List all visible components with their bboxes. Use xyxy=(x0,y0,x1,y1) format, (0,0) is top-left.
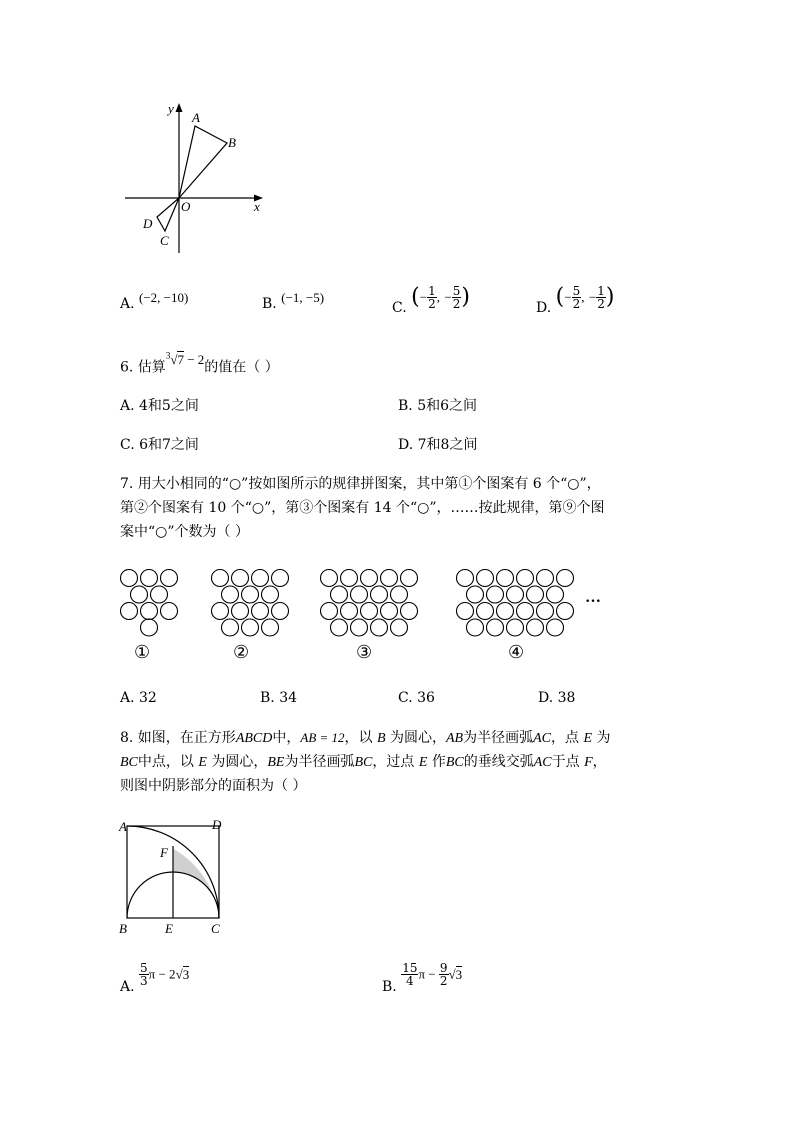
pattern-3-circle xyxy=(401,570,418,587)
q5-option-d: D. (− $\frac{5}{2}$ , − $\frac{1}{2}$ ) xyxy=(536,284,615,316)
pattern-4-circle xyxy=(547,586,564,603)
pattern-4-circle xyxy=(537,603,554,620)
pattern-3-circle xyxy=(381,603,398,620)
pattern-4-circle xyxy=(457,570,474,587)
pattern-1-circle xyxy=(141,619,158,636)
pattern-4-circle xyxy=(467,619,484,636)
pattern-label-3: ③ xyxy=(356,642,373,662)
pattern-2-circle xyxy=(212,570,229,587)
q7-stem-line3: 案中“○”个数为（ ） xyxy=(120,524,249,540)
pattern-2-circle xyxy=(232,570,249,587)
pattern-3-circle xyxy=(341,603,358,620)
pattern-2-circle xyxy=(232,603,249,620)
pattern-4-circle xyxy=(507,619,524,636)
triangle-oab xyxy=(179,126,227,198)
pattern-4-circle xyxy=(547,619,564,636)
pattern-3-circle xyxy=(321,570,338,587)
pattern-4-circle xyxy=(467,586,484,603)
pattern-3-circle xyxy=(361,603,378,620)
pattern-2-circle xyxy=(262,619,279,636)
pattern-4-circle xyxy=(487,586,504,603)
label-d: D xyxy=(143,216,153,231)
coordinate-figure xyxy=(120,95,280,255)
q5-option-c: C. (− $\frac{1}{2}$ , − $\frac{5}{2}$ ) xyxy=(392,284,470,316)
label-b: B xyxy=(228,135,236,150)
pattern-4-circle xyxy=(497,603,514,620)
circle-patterns-figure xyxy=(112,562,612,662)
q5-option-a: A. (−2, −10) xyxy=(120,290,189,312)
pattern-1-circle xyxy=(131,586,148,603)
pattern-2-circle xyxy=(212,603,229,620)
fig-label-f: F xyxy=(160,845,168,860)
triangle-ocd xyxy=(157,198,179,231)
pattern-2-circle xyxy=(272,603,289,620)
pattern-3-circle xyxy=(381,570,398,587)
pattern-4-circle xyxy=(527,586,544,603)
q7-option-a: A. 32 xyxy=(120,690,157,706)
label-y: y xyxy=(168,101,174,116)
pattern-ellipsis: ··· xyxy=(585,593,602,610)
q8-stem-line3: 则图中阴影部分的面积为（ ） xyxy=(120,778,307,794)
pattern-label-1: ① xyxy=(134,642,151,662)
pattern-2-circle xyxy=(252,570,269,587)
pattern-1-circle xyxy=(151,586,168,603)
pattern-2-circle xyxy=(242,586,259,603)
pattern-3-circle xyxy=(361,570,378,587)
pattern-3-circle xyxy=(351,586,368,603)
pattern-3-circle xyxy=(391,619,408,636)
pattern-4-circle xyxy=(497,570,514,587)
pattern-1-circle xyxy=(161,603,178,620)
y-axis-arrow xyxy=(176,103,183,112)
pattern-4-circle xyxy=(527,619,544,636)
pattern-3-circle xyxy=(371,586,388,603)
pattern-4-circle xyxy=(457,603,474,620)
q7-stem-line1: 7. 用大小相同的“○”按如图所示的规律拼图案，其中第①个图案有 6 个“○”， xyxy=(120,476,601,492)
pattern-1-circle xyxy=(121,603,138,620)
fig-label-c: C xyxy=(211,921,220,936)
pattern-2-circle xyxy=(222,619,239,636)
pattern-3-circle xyxy=(321,603,338,620)
pattern-4-circle xyxy=(477,570,494,587)
q7-option-d: D. 38 xyxy=(538,690,576,706)
q8-option-b: B. $\frac{15}{4}$ π − $\frac{9}{2}$ √3 xyxy=(382,961,463,995)
fig-label-e: E xyxy=(165,921,173,936)
fig-label-b: B xyxy=(119,921,127,936)
pattern-4-circle xyxy=(517,603,534,620)
square-arc-figure xyxy=(115,815,235,940)
pattern-4-circle xyxy=(507,586,524,603)
pattern-3-circle xyxy=(391,586,408,603)
pattern-3-circle xyxy=(331,586,348,603)
pattern-2-circle xyxy=(242,619,259,636)
q6-option-d: D. 7和8之间 xyxy=(398,437,478,453)
pattern-3-circle xyxy=(341,570,358,587)
q6-stem: 6. 估算$^3$√7 − 2的值在（ ） xyxy=(120,351,279,376)
pattern-4-circle xyxy=(537,570,554,587)
q7-option-c: C. 36 xyxy=(398,690,435,706)
q6-option-a: A. 4和5之间 xyxy=(120,398,199,414)
pattern-label-4: ④ xyxy=(508,642,525,662)
pattern-4-circle xyxy=(487,619,504,636)
pattern-4-circle xyxy=(517,570,534,587)
pattern-1-circle xyxy=(161,570,178,587)
q6-option-b: B. 5和6之间 xyxy=(398,398,478,414)
pattern-4-circle xyxy=(477,603,494,620)
pattern-2-circle xyxy=(272,570,289,587)
q7-stem-line2: 第②个图案有 10 个“○”，第③个图案有 14 个“○”，……按此规律，第⑨个图 xyxy=(120,500,605,516)
pattern-3-circle xyxy=(401,603,418,620)
q8-option-a: A. $\frac{5}{3}$ π − 2√3 xyxy=(120,961,190,995)
pattern-2-circle xyxy=(252,603,269,620)
pattern-4-circle xyxy=(557,603,574,620)
pattern-3-circle xyxy=(371,619,388,636)
fig-label-a: A xyxy=(119,819,127,834)
label-x: x xyxy=(254,199,260,214)
pattern-2-circle xyxy=(222,586,239,603)
q7-option-b: B. 34 xyxy=(260,690,298,706)
label-a: A xyxy=(192,110,200,125)
pattern-3-circle xyxy=(351,619,368,636)
fig-label-d: D xyxy=(212,817,222,832)
pattern-1-circle xyxy=(141,570,158,587)
label-o: O xyxy=(181,199,191,214)
pattern-label-2: ② xyxy=(233,642,250,662)
label-c: C xyxy=(160,233,169,248)
pattern-3-circle xyxy=(331,619,348,636)
q8-stem-line2: BC中点，以 E 为圆心，BE为半径画弧BC，过点 E 作BC的垂线交弧AC于点 F， xyxy=(120,754,607,770)
q5-option-b: B. (−1, −5) xyxy=(262,290,325,312)
q8-stem-line1: 8. 如图，在正方形ABCD中，AB = 12，以 B 为圆心，AB为半径画弧AC，点 E 为 xyxy=(120,730,611,746)
q6-option-c: C. 6和7之间 xyxy=(120,437,199,453)
pattern-1-circle xyxy=(141,603,158,620)
pattern-2-circle xyxy=(262,586,279,603)
pattern-4-circle xyxy=(557,570,574,587)
pattern-1-circle xyxy=(121,570,138,587)
